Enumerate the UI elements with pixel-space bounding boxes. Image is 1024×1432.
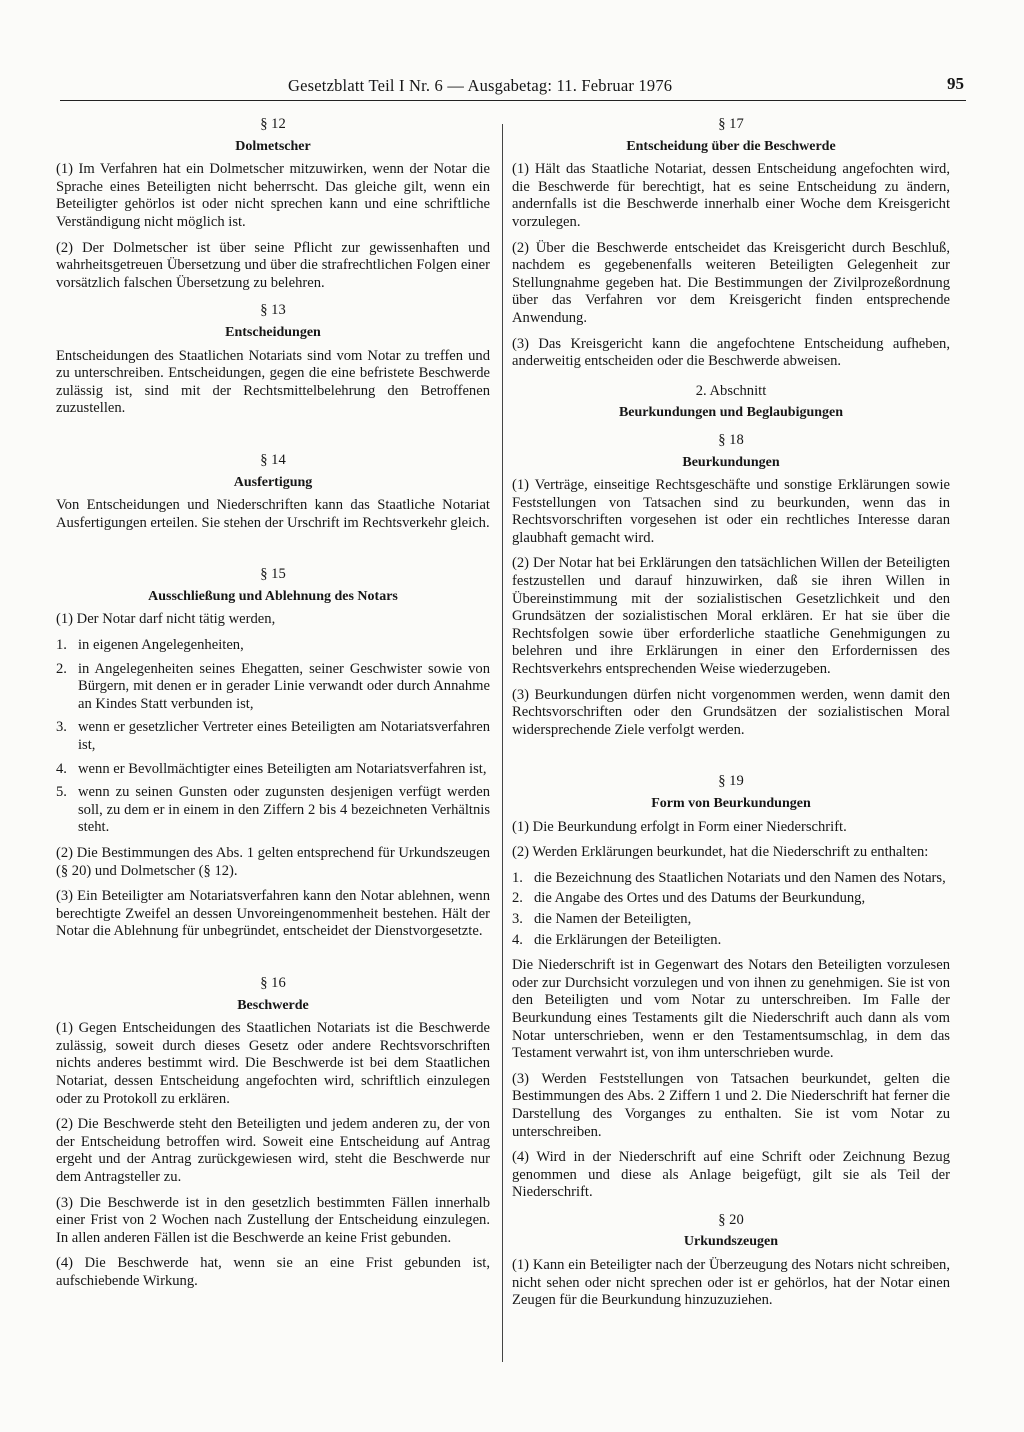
- section-title: Urkundszeugen: [683, 1234, 779, 1250]
- paragraph: (4) Die Beschwerde hat, wenn sie an eine Frist gebunden ist, aufschiebende Wirkung.: [56, 1255, 490, 1289]
- section-title: Beschwerde: [237, 997, 309, 1013]
- paragraph: (4) Wird in der Niederschrift auf eine Schrift oder Zeichnung Bezug genommen und diese als Anlage beigefügt, gilt sie als Teil der Niederschrift.: [512, 1149, 950, 1201]
- section-number: § 19: [718, 773, 744, 790]
- section-title: Beurkundungen: [682, 454, 780, 470]
- list-item: 3. die Namen der Beteiligten,: [512, 910, 692, 927]
- list-item: 4. die Erklärungen der Beteiligten.: [512, 931, 722, 948]
- paragraph: (3) Werden Feststellungen von Tatsachen beurkundet, gelten die Bestimmungen des Abs. 2 Ziffern 1 und 2. Die Niederschrift hat ferner die Darstellung des Vorganges zu enthalten. Sie ist vom Notar zu unterschreiben.: [512, 1070, 950, 1140]
- list-item: 1. die Bezeichnung des Staatlichen Notariats und den Namen des Notars,: [512, 869, 946, 886]
- numbered-list: [512, 870, 950, 949]
- column-divider: [502, 124, 503, 1362]
- paragraph: (3) Das Kreisgericht kann die angefochtene Entscheidung aufheben, anderweitig entscheiden oder die Beschwerde abweisen.: [512, 335, 950, 370]
- section-number: § 17: [718, 116, 744, 132]
- paragraph: (1) Kann ein Beteiligter nach der Überzeugung des Notars nicht schreiben, nicht sehen oder nicht sprechen oder ist er gehörlos, hat der Notar einen Zeugen für die Beurkundung hinzuzuziehen.: [512, 1257, 950, 1309]
- list-item: 1. in eigenen Angelegenheiten,: [56, 637, 244, 654]
- left-column: [56, 110, 490, 1298]
- section-title: Entscheidungen: [225, 324, 321, 340]
- paragraph: Entscheidungen des Staatlichen Notariats sind vom Notar zu treffen und zu unterschreiben. Entscheidungen, gegen die eine befristete Beschwerde zulässig ist, sind mit der Rechtsmittelbelehrung den Betroffenen zuzustellen.: [56, 347, 490, 417]
- paragraph: (3) Ein Beteiligter am Notariatsverfahren kann den Notar ablehnen, wenn berechtigte Zweifel an dessen Unvoreingenommenheit bestehen. Hält der Notar die Ablehnung für unbegründet, entscheidet der Dienstvorgesetzte.: [56, 888, 490, 940]
- paragraph: (2) Die Bestimmungen des Abs. 1 gelten entsprechend für Urkundszeugen (§ 20) und Dolmetscher (§ 12).: [56, 845, 490, 879]
- list-item: 2. die Angabe des Ortes und des Datums der Beurkundung,: [512, 890, 866, 907]
- right-column: [512, 110, 950, 1318]
- paragraph: (2) Werden Erklärungen beurkundet, hat die Niederschrift zu enthalten:: [512, 844, 929, 861]
- list-item: 5. wenn zu seinen Gunsten oder zugunsten desjenigen verfügt werden soll, zu dem er in einem in den Ziffern 2 bis 4 bezeichneten Verhältnis steht.: [56, 784, 490, 836]
- list-item: 4. wenn er Bevollmächtigter eines Beteiligten am Notariatsverfahren ist,: [56, 760, 487, 777]
- paragraph: (2) Der Notar hat bei Erklärungen den tatsächlichen Willen der Beteiligten festzustellen und darauf hinzuwirken, daß sie ihren Willen in Übereinstimmung mit der sozialistischen Gesetzlichkeit und den Grundsätzen der sozialistischen Moral erklären. Er hat sie über die Rechtsfolgen sowie über erforderliche staatliche Genehmigungen zu belehren und ihre Erklärungen in einer den Erfordernissen des Rechtsverkehrs entsprechenden Weise wiederzugeben.: [512, 555, 950, 678]
- section-title: Ausschließung und Ablehnung des Notars: [148, 588, 398, 604]
- paragraph: (3) Die Beschwerde ist in den gesetzlich bestimmten Fällen innerhalb einer Frist von 2 Wochen nach Zustellung der Entscheidung einzulegen. In allen anderen Fällen ist die Beschwerde an keine Frist gebunden.: [56, 1194, 490, 1246]
- section-number: § 18: [718, 431, 744, 448]
- page-header: [60, 74, 966, 101]
- section-title: Ausfertigung: [233, 474, 313, 490]
- section-number: § 15: [260, 566, 286, 583]
- section-number: § 12: [260, 116, 286, 132]
- paragraph: (1) Die Beurkundung erfolgt in Form einer Niederschrift.: [512, 818, 847, 835]
- paragraph: (2) Über die Beschwerde entscheidet das Kreisgericht durch Beschluß, nachdem es gegebenenfalls weiteren Beteiligten Gelegenheit zur Stellungnahme gegeben hat. Die Bestimmungen der Zivilprozeßordnung über das Verfahren vor dem Kreisgericht finden entsprechende Anwendung.: [512, 239, 950, 326]
- paragraph: (1) Hält das Staatliche Notariat, dessen Entscheidung angefochten wird, die Beschwerde für berechtigt, hat es seine Entscheidung zu ändern, andernfalls ist die Beschwerde innerhalb einer Woche dem Kreisgericht vorzulegen.: [512, 161, 950, 230]
- section-number: § 13: [260, 302, 286, 319]
- chapter-number: 2. Abschnitt: [695, 382, 767, 399]
- chapter-title: Beurkundungen und Beglaubigungen: [618, 405, 844, 421]
- section-number: § 16: [260, 974, 286, 991]
- section-number: § 14: [260, 451, 286, 468]
- paragraph: (1) Gegen Entscheidungen des Staatlichen Notariats ist die Beschwerde zulässig, soweit durch dieses Gesetz oder andere Rechtsvorschriften nichts anderes bestimmt wird. Die Beschwerde ist bei dem Staatlichen Notariat, dessen Entscheidung angefochten wird, schriftlich einzulegen oder zu Protokoll zu erklären.: [56, 1020, 490, 1107]
- paragraph: (1) Im Verfahren hat ein Dolmetscher mitzuwirken, wenn der Notar die Sprache eines Beteiligten nicht beherrscht. Das gleiche gilt, wenn ein Beteiligter gehörlos ist oder nicht sprechen kann und eine schriftliche Verständigung nicht möglich ist.: [56, 161, 490, 230]
- paragraph: Die Niederschrift ist in Gegenwart des Notars den Beteiligten vorzulesen oder zur Durchsicht vorzulegen und von ihnen zu genehmigen. Sie ist von den Beteiligten und vom Notar zu unterschreiben. Im Falle der Beurkundung eines Testaments gilt die Niederschrift auch dann als vom Notar unterschrieben, wenn er den Testamentsumschlag, in dem das Testament verwahrt ist, von ihm unterschrieben wurde.: [512, 957, 950, 1062]
- list-item: 3. wenn er gesetzlicher Vertreter eines Beteiligten am Notariatsverfahren ist,: [56, 719, 490, 754]
- section-title: Dolmetscher: [235, 138, 311, 154]
- paragraph: (1) Der Notar darf nicht tätig werden,: [56, 611, 276, 628]
- paragraph: Von Entscheidungen und Niederschriften kann das Staatliche Notariat Ausfertigungen erteilen. Sie stehen der Urschrift im Rechtsverkehr gleich.: [56, 497, 490, 531]
- running-title: Gesetzblatt Teil I Nr. 6 — Ausgabetag: 11. Februar 1976: [288, 76, 673, 95]
- page-number: 95: [947, 74, 964, 93]
- paragraph: (2) Der Dolmetscher ist über seine Pflicht zur gewissenhaften und wahrheitsgetreuen Übersetzung und über die strafrechtlichen Folgen einer vorsätzlich falschen Übersetzung zu belehren.: [56, 239, 490, 291]
- paragraph: (3) Beurkundungen dürfen nicht vorgenommen werden, wenn damit den Rechtsvorschriften oder den Grundsätzen der sozialistischen Moral widersprechende Ziele verfolgt werden.: [512, 686, 950, 738]
- section-title: Form von Beurkundungen: [651, 796, 811, 811]
- numbered-list: [56, 637, 490, 837]
- list-item: 2. in Angelegenheiten seines Ehegatten, seiner Geschwister sowie von Bürgern, mit denen er in gerader Linie verwandt oder durch Annahme an Kindes Statt verbunden ist,: [56, 660, 490, 712]
- section-number: § 20: [718, 1211, 744, 1228]
- section-title: Entscheidung über die Beschwerde: [626, 138, 836, 154]
- paragraph: (2) Die Beschwerde steht den Beteiligten und jedem anderen zu, der von der Entscheidung betroffen wird. Soweit eine Entscheidung auf Antrag ergeht und der Antrag zurückgewiesen wird, steht die Beschwerde nur dem Antragsteller zu.: [56, 1116, 490, 1185]
- paragraph: (1) Verträge, einseitige Rechtsgeschäfte und sonstige Erklärungen sowie Feststellungen von Tatsachen sind zu beurkunden, wenn das in Rechtsvorschriften vorgesehen ist oder ein rechtliches Interesse daran glaubhaft gemacht wird.: [512, 477, 950, 546]
